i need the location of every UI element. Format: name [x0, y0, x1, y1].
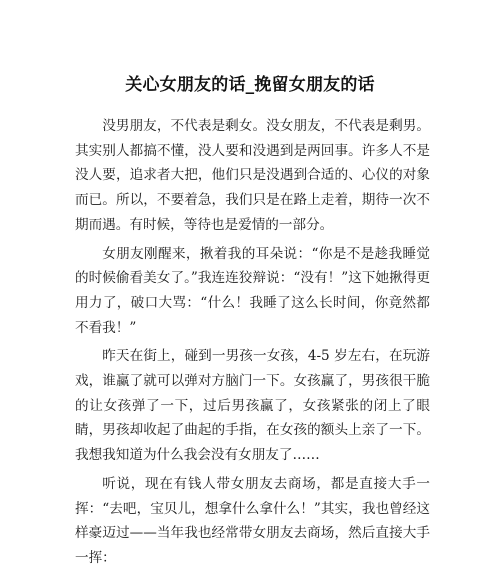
document-title: 关心女朋友的话_挽留女朋友的话	[125, 75, 375, 95]
paragraph-4: 听说，现在有钱人带女朋友去商场，都是直接大手一挥：“去吧，宝贝儿，想拿什么拿什么！”其实，我也曾经这样豪迈过——当年我也经常带女朋友去商场，然后直接大手一挥：	[75, 475, 430, 566]
paragraph-3: 昨天在街上，碰到一男孩一女孩，4-5 岁左右，在玩游戏，谁赢了就可以弹对方脑门一下。女孩赢了，男孩很干脆的让女孩弹了一下，过后男孩赢了，女孩紧张的闭上了眼睛，男孩却收起了曲起的手指，在女孩的额头上亲了一下。我想我知道为什么我会没有女朋友了……	[75, 348, 430, 464]
paragraph-1: 没男朋友，不代表是剩女。没女朋友，不代表是剩男。其实别人都搞不懂，没人要和没遇到是两回事。许多人不是没人要，追求者大把，他们只是没遇到合适的、心仪的对象而已。所以，不要着急，我们只是在路上走着，期待一次不期而遇。有时候，等待也是爱情的一部分。	[75, 118, 430, 233]
document-body	[75, 114, 430, 575]
paragraph-2: 女朋友刚醒来，揪着我的耳朵说：“你是不是趁我睡觉的时候偷看美女了。”我连连狡辩说：“没有！”这下她揪得更用力了，破口大骂：“什么！我睡了这么长时间，你竟然都不看我！”	[75, 245, 430, 336]
